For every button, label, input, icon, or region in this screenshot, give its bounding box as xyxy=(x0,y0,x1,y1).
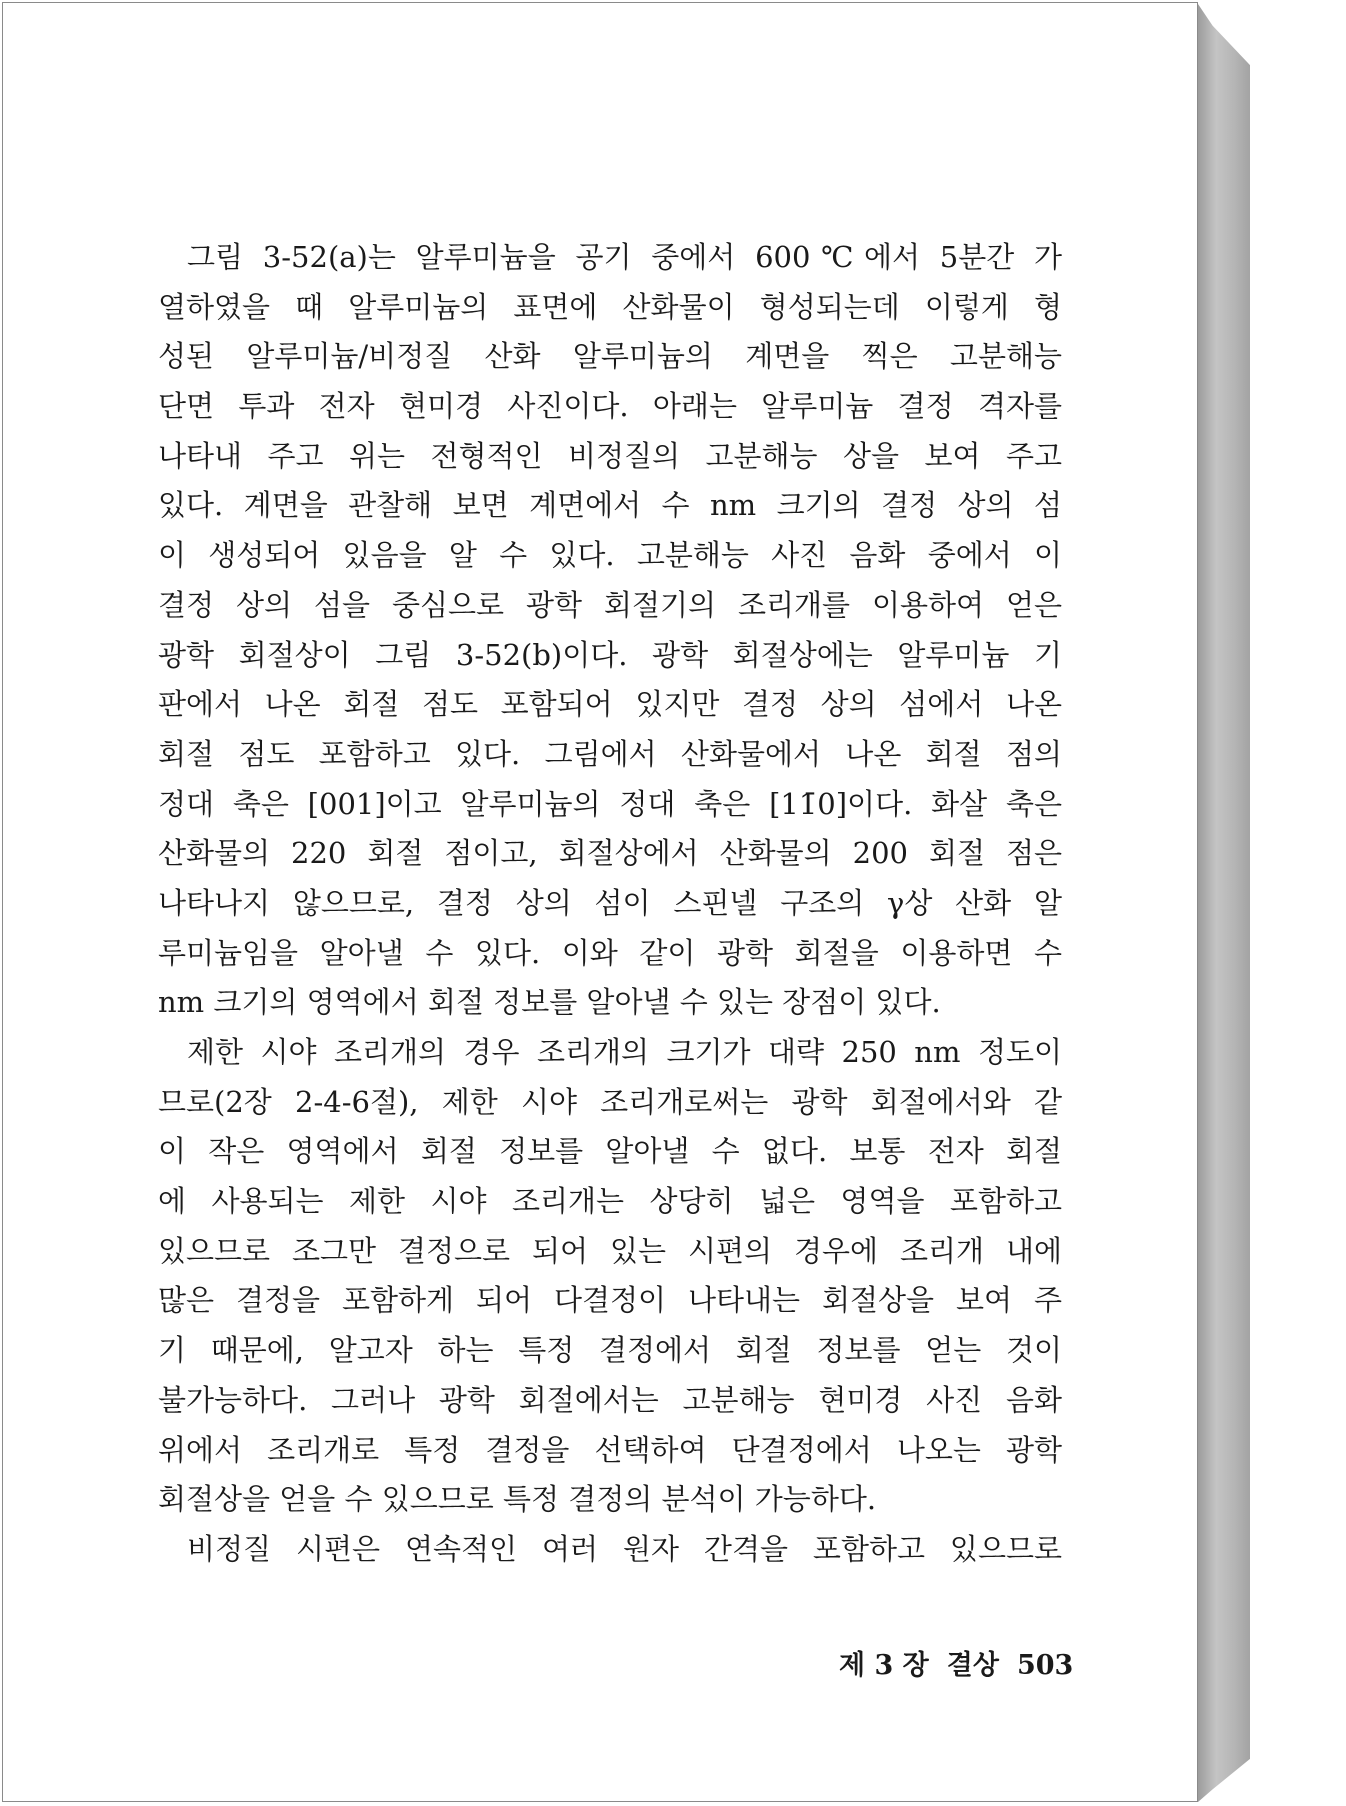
book-page xyxy=(2,2,1198,1802)
text-line: 있다. 계면을 관찰해 보면 계면에서 수 nm 크기의 결정 상의 섬 xyxy=(158,488,1062,523)
text-line: 이 작은 영역에서 회절 정보를 알아낼 수 없다. 보통 전자 회절 xyxy=(158,1134,1062,1169)
body-text xyxy=(158,233,1062,1575)
text-line: nm 크기의 영역에서 회절 정보를 알아낼 수 있는 장점이 있다. xyxy=(158,985,941,1020)
text-line: 회절상을 얻을 수 있으므로 특정 결정의 분석이 가능하다. xyxy=(158,1482,877,1517)
text-line: 많은 결정을 포함하게 되어 다결정이 나타내는 회절상을 보여 주 xyxy=(158,1283,1062,1318)
text-line: 위에서 조리개로 특정 결정을 선택하여 단결정에서 나오는 광학 xyxy=(158,1432,1062,1467)
text-line: 이 생성되어 있음을 알 수 있다. 고분해능 사진 음화 중에서 이 xyxy=(158,538,1062,573)
footer-chapter: 제 3 장 xyxy=(839,1650,929,1681)
book-edge xyxy=(1198,4,1250,1802)
text-line: 그림 3-52(a)는 알루미늄을 공기 중에서 600℃에서 5분간 가 xyxy=(187,240,1062,274)
text-line: 나타나지 않으므로, 결정 상의 섬이 스핀넬 구조의 γ상 산화 알 xyxy=(158,885,1062,920)
text-line: 정대 축은 [001]이고 알루미늄의 정대 축은 [11̄0]이다. 화살 축은 xyxy=(158,786,1062,821)
text-line: 비정질 시편은 연속적인 여러 원자 간격을 포함하고 있으므로 xyxy=(187,1531,1062,1566)
text-line: 므로(2장 2-4-6절), 제한 시야 조리개로써는 광학 회절에서와 같 xyxy=(158,1084,1062,1119)
text-line: 있으므로 조그만 결정으로 되어 있는 시편의 경우에 조리개 내에 xyxy=(158,1233,1062,1268)
text-line: 회절 점도 포함하고 있다. 그림에서 산화물에서 나온 회절 점의 xyxy=(158,736,1062,771)
running-footer xyxy=(839,1643,1074,1682)
text-line: 단면 투과 전자 현미경 사진이다. 아래는 알루미늄 결정 격자를 xyxy=(158,389,1062,424)
text-line: 결정 상의 섬을 중심으로 광학 회절기의 조리개를 이용하여 얻은 xyxy=(158,587,1062,622)
text-line: 기 때문에, 알고자 하는 특정 결정에서 회절 정보를 얻는 것이 xyxy=(158,1333,1062,1368)
text-line: 나타내 주고 위는 전형적인 비정질의 고분해능 상을 보여 주고 xyxy=(158,438,1062,473)
text-line: 에 사용되는 제한 시야 조리개는 상당히 넓은 영역을 포함하고 xyxy=(158,1184,1062,1219)
page-number: 503 xyxy=(1016,1650,1074,1681)
footer-section: 결상 xyxy=(946,1650,999,1681)
text-line: 제한 시야 조리개의 경우 조리개의 크기가 대략 250 nm 정도이 xyxy=(187,1035,1062,1069)
text-line: 산화물의 220 회절 점이고, 회절상에서 산화물의 200 회절 점은 xyxy=(158,836,1062,871)
text-line: 판에서 나온 회절 점도 포함되어 있지만 결정 상의 섬에서 나온 xyxy=(158,687,1062,722)
text-line: 광학 회절상이 그림 3-52(b)이다. 광학 회절상에는 알루미늄 기 xyxy=(158,637,1062,672)
text-line: 불가능하다. 그러나 광학 회절에서는 고분해능 현미경 사진 음화 xyxy=(158,1382,1062,1417)
text-line: 성된 알루미늄/비정질 산화 알루미늄의 계면을 찍은 고분해능 xyxy=(158,339,1062,374)
text-line: 열하였을 때 알루미늄의 표면에 산화물이 형성되는데 이렇게 형 xyxy=(158,289,1062,324)
text-line: 루미늄임을 알아낼 수 있다. 이와 같이 광학 회절을 이용하면 수 xyxy=(158,935,1062,970)
